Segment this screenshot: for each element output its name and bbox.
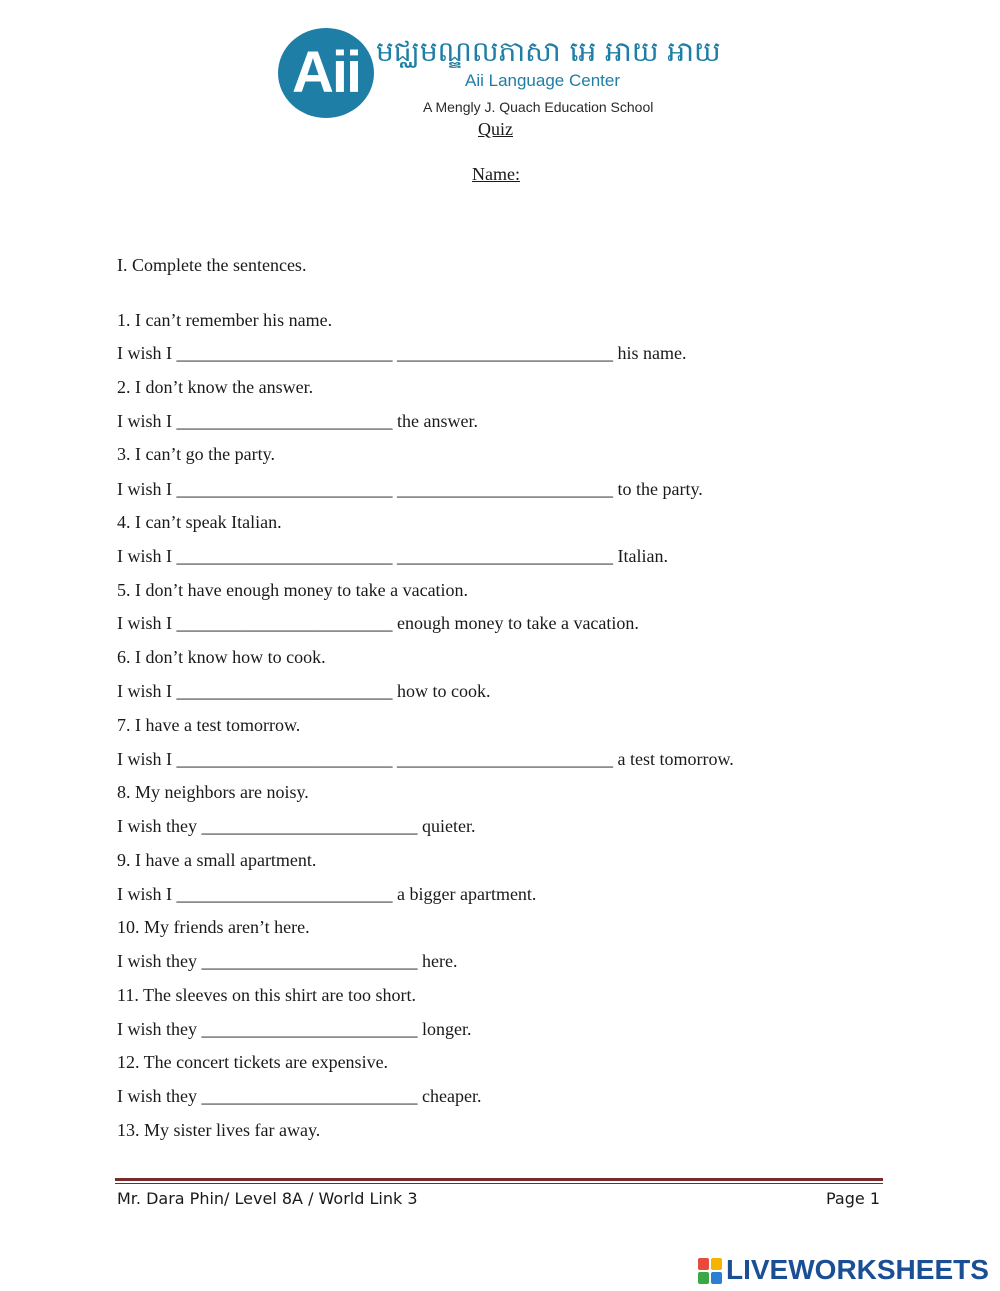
footer-rule bbox=[115, 1178, 883, 1181]
logo-circle bbox=[278, 28, 374, 118]
answer-line-10[interactable]: I wish they ________________________ here. bbox=[117, 951, 458, 971]
question-3: 3. I can’t go the party. bbox=[117, 444, 275, 464]
answer-line-12[interactable]: I wish they ________________________ cheaper. bbox=[117, 1086, 482, 1106]
answer-line-11[interactable]: I wish they ________________________ longer. bbox=[117, 1019, 472, 1039]
answer-line-8[interactable]: I wish they ________________________ quieter. bbox=[117, 816, 476, 836]
footer-rule-thin bbox=[115, 1183, 883, 1184]
section-instruction: I. Complete the sentences. bbox=[117, 255, 307, 275]
page-number: Page 1 bbox=[826, 1189, 880, 1208]
logo-text: Aii bbox=[291, 40, 361, 105]
liveworksheets-logo-icon bbox=[698, 1258, 722, 1284]
answer-line-5[interactable]: I wish I ________________________ enough money to take a vacation. bbox=[117, 613, 639, 633]
question-6: 6. I don’t know how to cook. bbox=[117, 647, 326, 667]
khmer-school-title: មជ្ឈមណ្ឌលភាសា អេ អាយ អាយ bbox=[376, 35, 721, 68]
question-10: 10. My friends aren’t here. bbox=[117, 917, 310, 937]
question-13: 13. My sister lives far away. bbox=[117, 1120, 321, 1140]
answer-line-4[interactable]: I wish I ________________________ ________________________ Italian. bbox=[117, 546, 668, 566]
question-11: 11. The sleeves on this shirt are too short. bbox=[117, 985, 416, 1005]
liveworksheets-watermark: LIVEWORKSHEETS bbox=[726, 1254, 989, 1285]
question-1: 1. I can’t remember his name. bbox=[117, 310, 333, 330]
question-8: 8. My neighbors are noisy. bbox=[117, 782, 309, 802]
answer-line-7[interactable]: I wish I ________________________ ________________________ a test tomorrow. bbox=[117, 749, 734, 769]
question-5: 5. I don’t have enough money to take a vacation. bbox=[117, 580, 469, 600]
answer-line-9[interactable]: I wish I ________________________ a bigger apartment. bbox=[117, 884, 537, 904]
answer-line-3[interactable]: I wish I ________________________ ________________________ to the party. bbox=[117, 479, 703, 499]
school-name: A Mengly J. Quach Education School bbox=[423, 99, 654, 115]
quiz-title: Quiz bbox=[478, 119, 513, 139]
name-label: Name: bbox=[472, 164, 520, 184]
question-4: 4. I can’t speak Italian. bbox=[117, 512, 282, 532]
question-7: 7. I have a test tomorrow. bbox=[117, 715, 301, 735]
question-9: 9. I have a small apartment. bbox=[117, 850, 317, 870]
question-2: 2. I don’t know the answer. bbox=[117, 377, 314, 397]
answer-line-2[interactable]: I wish I ________________________ the answer. bbox=[117, 411, 478, 431]
center-name: Aii Language Center bbox=[465, 71, 621, 90]
answer-line-6[interactable]: I wish I ________________________ how to cook. bbox=[117, 681, 491, 701]
footer-author: Mr. Dara Phin/ Level 8A / World Link 3 bbox=[117, 1189, 418, 1208]
question-12: 12. The concert tickets are expensive. bbox=[117, 1052, 389, 1072]
answer-line-1[interactable]: I wish I ________________________ ________________________ his name. bbox=[117, 343, 687, 363]
